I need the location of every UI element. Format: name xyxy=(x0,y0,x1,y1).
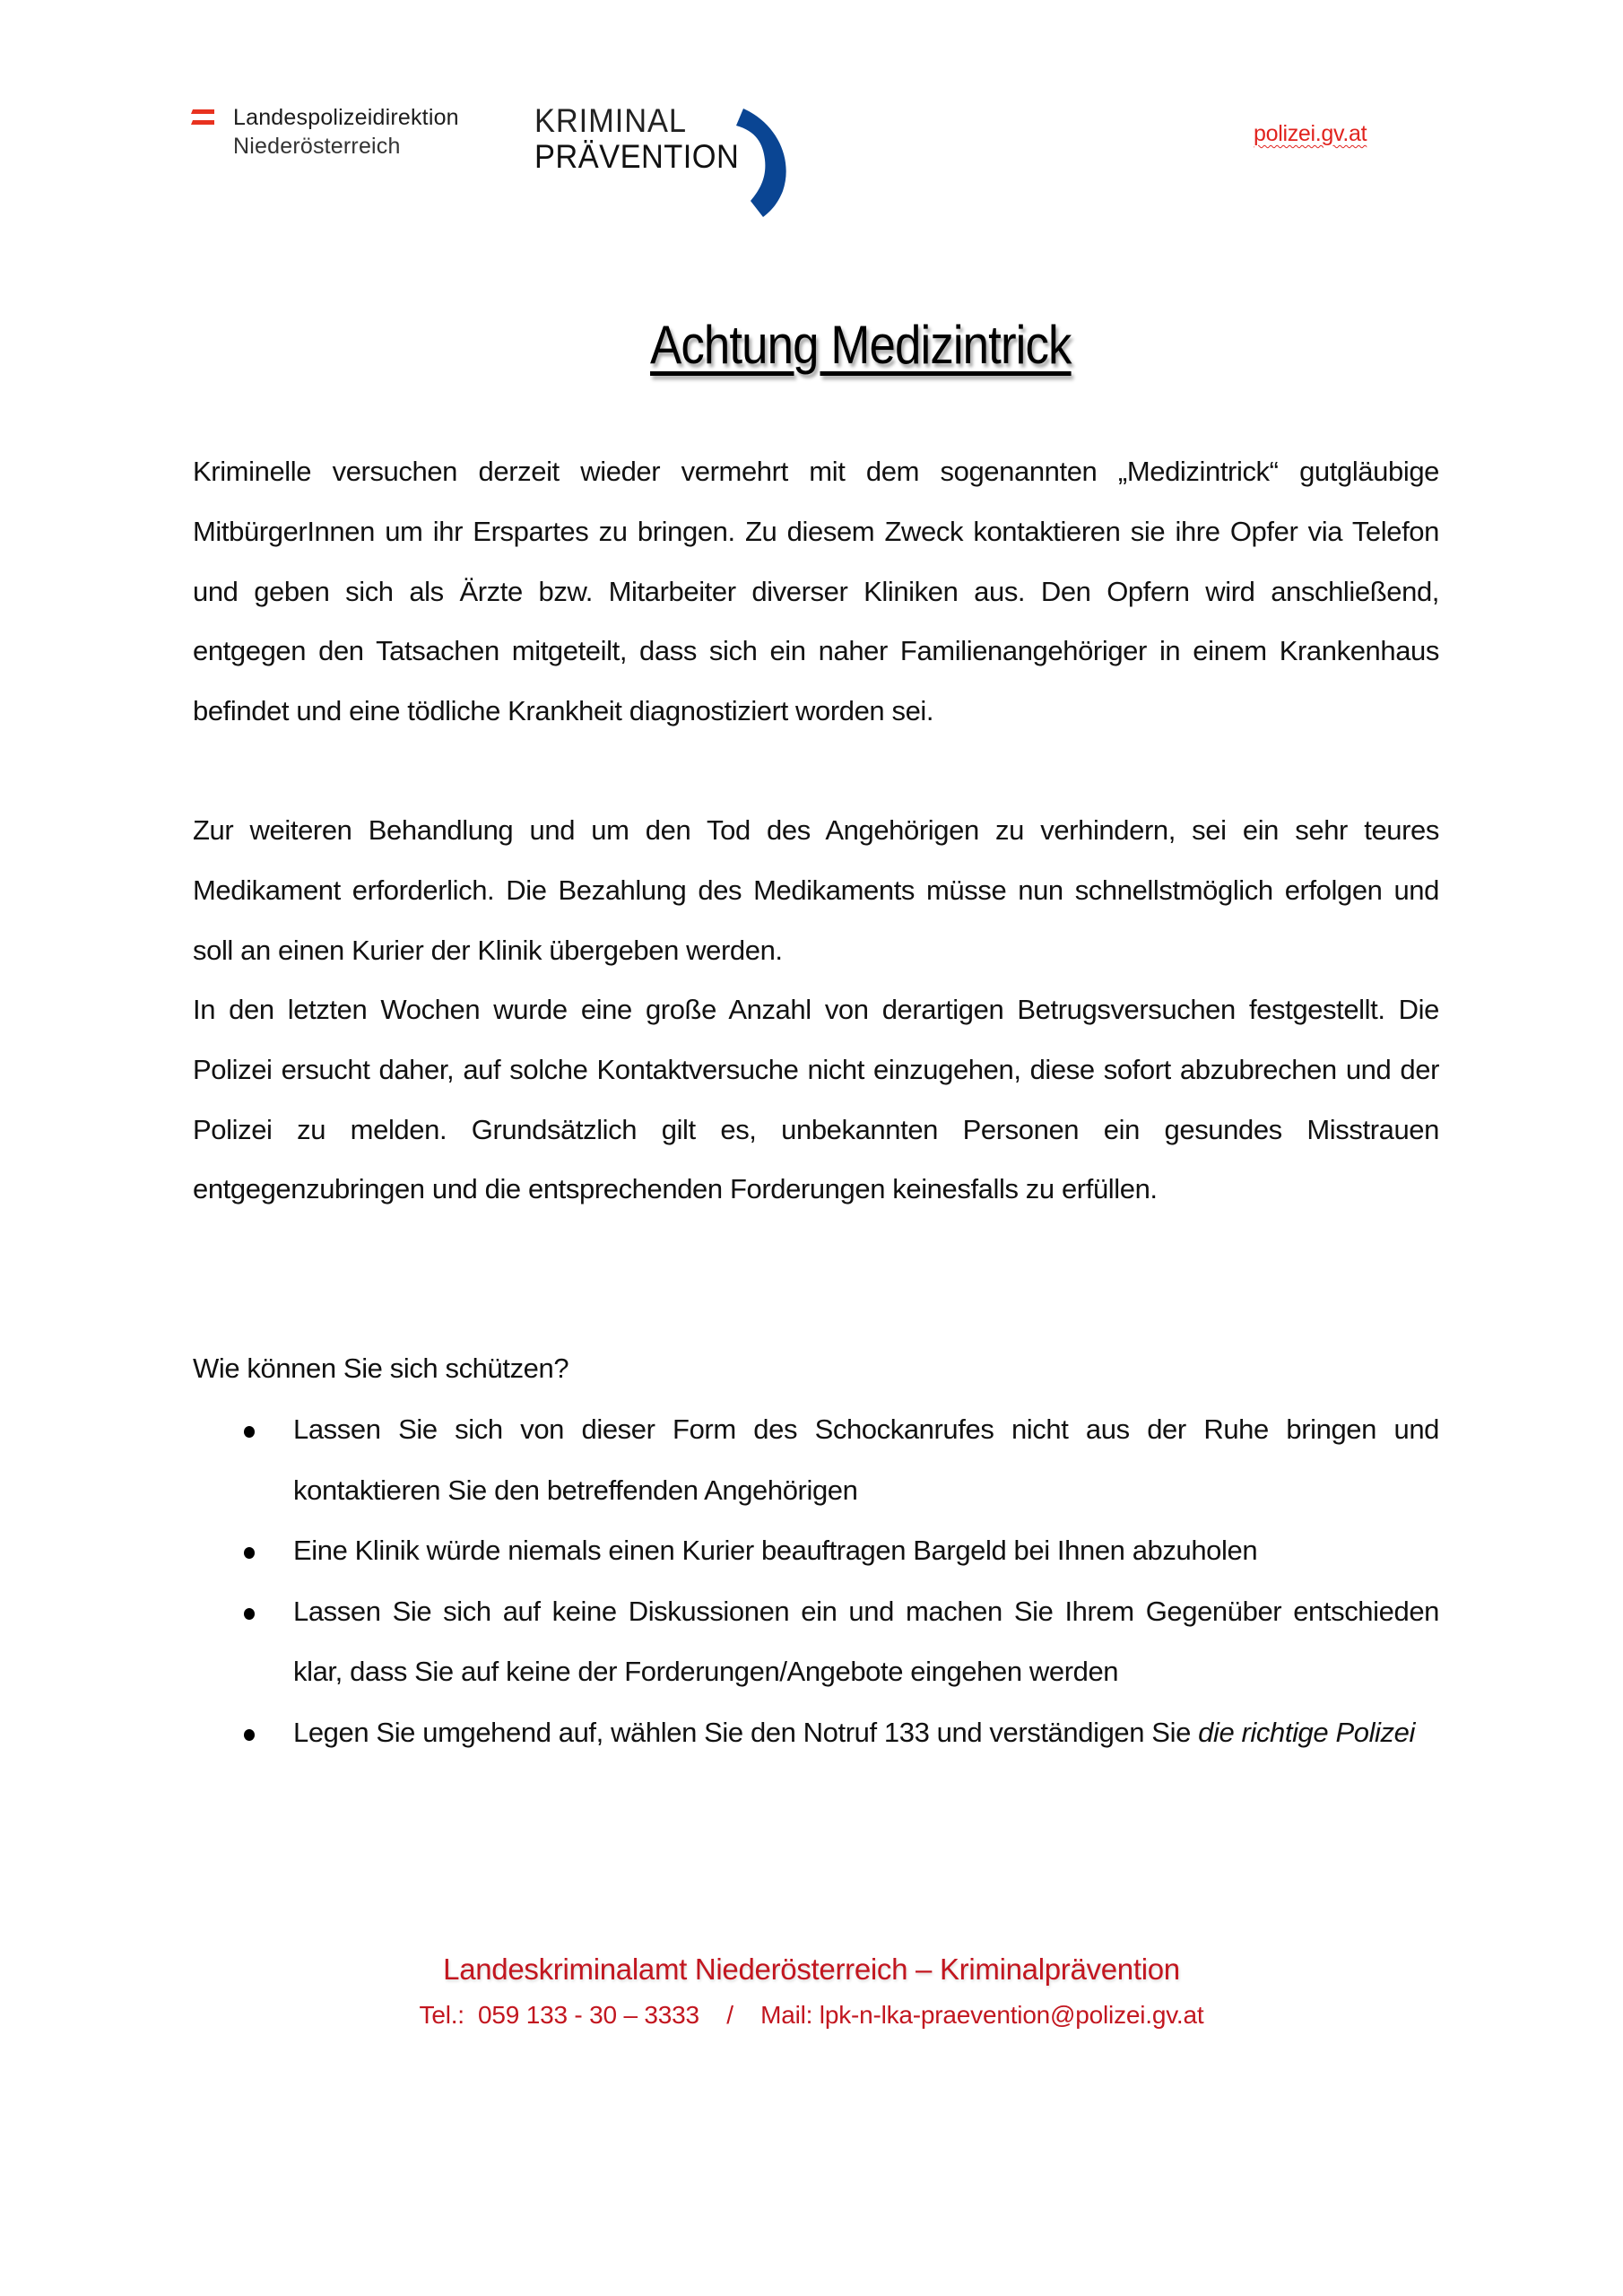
tip-text: Eine Klinik würde niemals einen Kurier beauftragen Bargeld bei Ihnen abzuholen xyxy=(293,1535,1258,1566)
austria-flag-icon xyxy=(191,109,214,126)
tip-text: Legen Sie umgehend auf, wählen Sie den Notruf 133 und verständigen Sie xyxy=(293,1716,1199,1748)
tip-item xyxy=(193,1399,1439,1520)
tip-text: Lassen Sie sich von dieser Form des Schockanrufes nicht aus der Ruhe bringen und kontaktieren Sie den betreffenden Angehörigen xyxy=(293,1413,1439,1506)
protection-tips-list xyxy=(193,1399,1439,1762)
program-logo-line2: PRÄVENTION xyxy=(534,138,740,175)
tip-emphasis: die richtige Polizei xyxy=(1198,1716,1415,1748)
authority-region: Niederösterreich xyxy=(233,134,401,159)
kriminalpraevention-arc-logo-icon xyxy=(731,106,790,219)
tip-item xyxy=(193,1702,1439,1763)
bullet-icon xyxy=(244,1426,255,1438)
bullet-icon xyxy=(244,1608,255,1620)
page-title xyxy=(0,314,1623,376)
paragraph-text: In den letzten Wochen wurde eine große Anzahl von derartigen Betrugsversuchen festgestellt. Die Polizei ersucht daher, auf solche Kontaktversuche nicht einzugehen, diese sofort abzubrechen und der Polizei zu melden. Grundsätzlich gilt es, unbekannten Personen ein gesundes Misstrauen entgegenzubringen und die entsprechenden Forderungen keinesfalls zu erfüllen. xyxy=(193,994,1439,1205)
page-title-text: Achtung Medizintrick xyxy=(650,315,1072,375)
bullet-icon xyxy=(244,1729,255,1741)
police-advice-paragraph xyxy=(193,980,1439,1220)
authority-name: Landespolizeidirektion xyxy=(233,105,459,130)
treatment-paragraph xyxy=(193,801,1439,980)
website-link[interactable]: polizei.gv.at xyxy=(1254,121,1367,146)
tip-item xyxy=(193,1520,1439,1581)
bullet-icon xyxy=(244,1547,255,1559)
paragraph-text: Kriminelle versuchen derzeit wieder vermehrt mit dem sogenannten „Medizintrick“ gutgläubige MitbürgerInnen um ihr Erspartes zu bringen. Zu diesem Zweck kontaktieren sie ihre Opfer via Telefon und geben sich als Ärzte bzw. Mitarbeiter diverser Kliniken aus. Den Opfern wird anschließend, entgegen den Tatsachen mitgeteilt, dass sich ein naher Familienangehöriger in einem Krankenhaus befindet und eine tödliche Krankheit diagnostiziert worden sei. xyxy=(193,456,1439,727)
paragraph-text: Zur weiteren Behandlung und um den Tod des Angehörigen zu verhindern, sei ein sehr teures Medikament erforderlich. Die Bezahlung des Medikaments müsse nun schnellstmöglich erfolgen und soll an einen Kurier der Klinik übergeben werden. xyxy=(193,814,1439,966)
intro-paragraph xyxy=(193,442,1439,742)
footer-contact: Tel.: 059 133 - 30 – 3333 / Mail: lpk-n-lka-praevention@polizei.gv.at xyxy=(419,2001,1204,2029)
program-logo-line1: KRIMINAL xyxy=(534,102,687,139)
protection-heading: Wie können Sie sich schützen? xyxy=(193,1352,569,1384)
tip-item xyxy=(193,1581,1439,1702)
footer-organization: Landeskriminalamt Niederösterreich – Kriminalprävention xyxy=(443,1952,1180,1986)
tip-text: Lassen Sie sich auf keine Diskussionen ein und machen Sie Ihrem Gegenüber entschieden klar, dass Sie auf keine der Forderungen/Angebote eingehen werden xyxy=(293,1595,1439,1687)
